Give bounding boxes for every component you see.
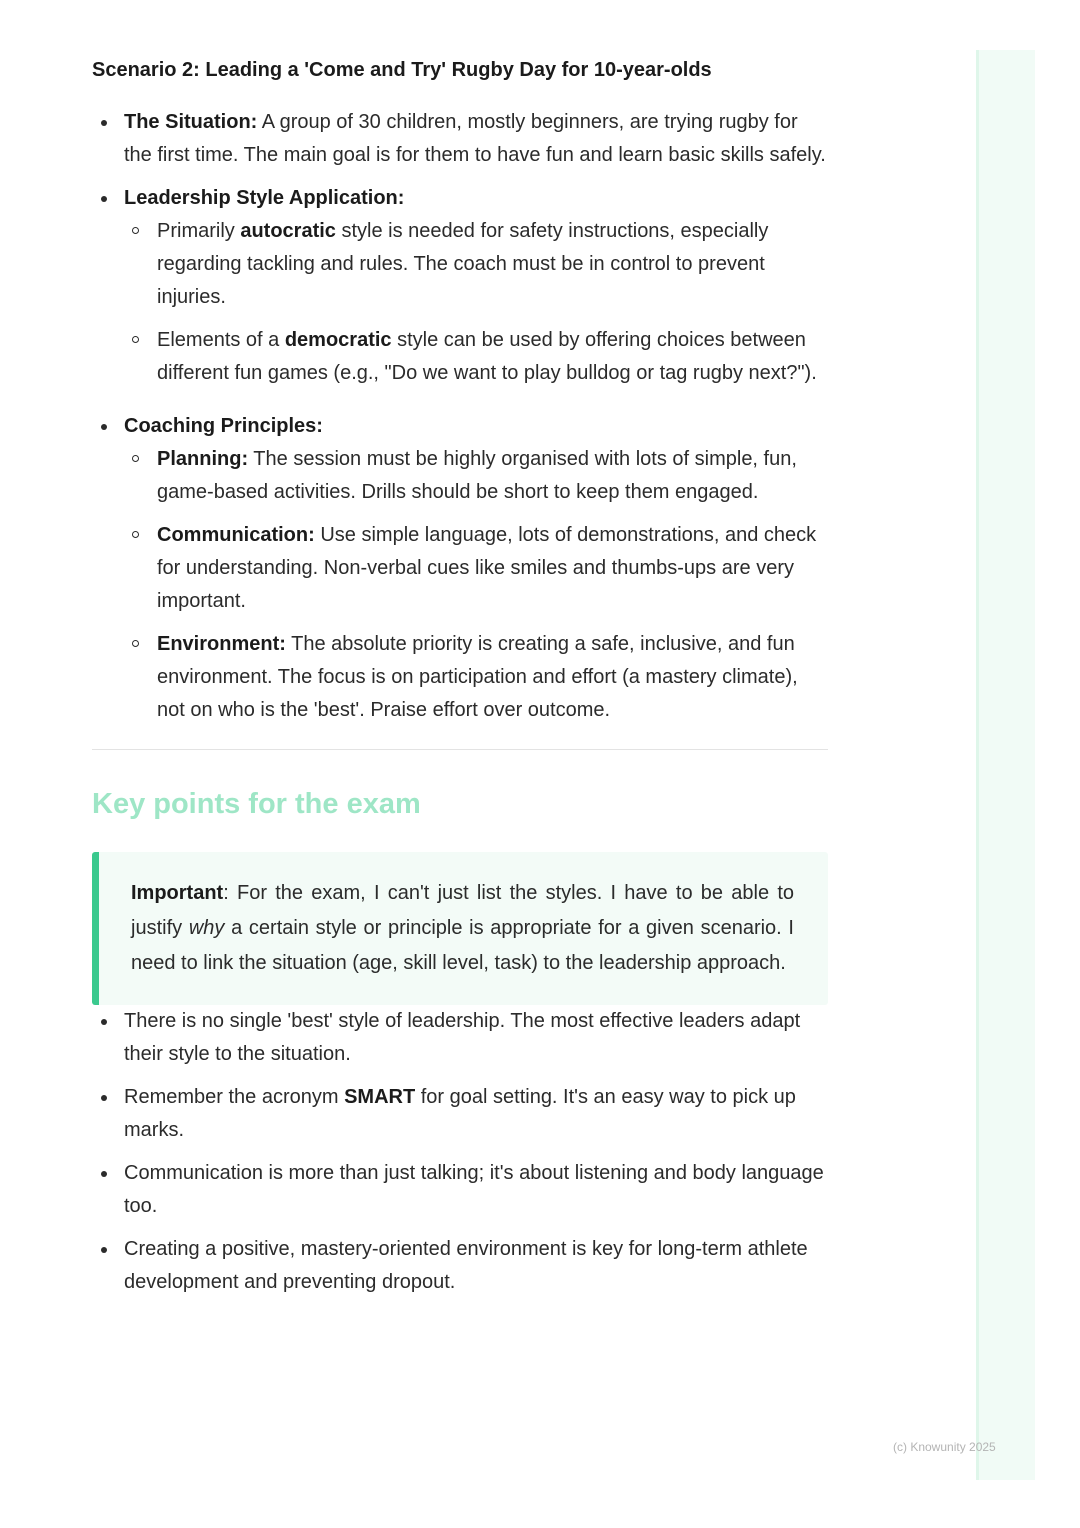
item-text: style is needed for safety instructions, especially regarding tackling and rules. The coach must be in control to prevent injuries. — [157, 220, 769, 308]
situation-text: A group of 30 children, mostly beginners, are trying rugby for the first time. The main goal is for them to have fun and learn basic skills safely. — [124, 111, 826, 166]
list-item — [92, 1157, 828, 1223]
item-text: The absolute priority is creating a safe, inclusive, and fun environment. The focus is on participation and effort (a mastery climate), not on who is the 'best'. Praise effort over outcome. — [157, 633, 798, 721]
callout-italic: why — [188, 917, 225, 939]
item-text: Use simple language, lots of demonstrations, and check for understanding. Non-verbal cues like smiles and thumbs-ups are very important. — [157, 524, 817, 612]
callout-text: a certain style or principle is appropriate for a given scenario. I need to link the situation (age, skill level, task) to the leadership approach. — [131, 917, 794, 974]
principle-environment — [124, 628, 828, 727]
leadership-item-democratic — [124, 324, 828, 390]
list-item-principles — [92, 410, 828, 727]
callout-text: : For the exam, I can't just list the styles. I have to be able to justify — [131, 882, 794, 939]
leadership-sublist — [124, 215, 828, 390]
item-text: Creating a positive, mastery-oriented environment is key for long-term athlete development and preventing dropout. — [124, 1238, 808, 1293]
copyright-watermark: (c) Knowunity 2025 — [893, 1440, 996, 1454]
item-bold: Planning: — [157, 448, 249, 470]
important-callout — [92, 852, 828, 1005]
section-divider — [92, 749, 828, 750]
item-text: Elements of a — [157, 329, 285, 351]
document-content — [92, 56, 828, 1309]
leadership-label: Leadership Style Application: — [124, 187, 405, 209]
item-text: Communication is more than just talking; it's about listening and body language too. — [124, 1162, 824, 1217]
scenario-title: Scenario 2: Leading a 'Come and Try' Rugby Day for 10-year-olds — [92, 59, 712, 81]
item-bold: SMART — [344, 1086, 416, 1108]
scenario-list — [92, 106, 828, 727]
list-item — [92, 1081, 828, 1147]
item-bold: democratic — [284, 329, 392, 351]
leadership-item-autocratic — [124, 215, 828, 314]
list-item — [92, 1233, 828, 1299]
item-text: There is no single 'best' style of leadership. The most effective leaders adapt their style to the situation. — [124, 1010, 801, 1065]
list-item — [92, 1005, 828, 1071]
item-text: for goal setting. It's an easy way to pick up marks. — [124, 1086, 796, 1141]
item-text: Remember the acronym — [124, 1086, 345, 1108]
key-points-list — [92, 1005, 828, 1299]
list-item-leadership — [92, 182, 828, 390]
principle-planning — [124, 443, 828, 509]
item-text: The session must be highly organised with lots of simple, fun, game-based activities. Drills should be short to keep them engaged. — [157, 448, 797, 503]
item-bold: autocratic — [240, 220, 336, 242]
list-item-situation — [92, 106, 828, 172]
principles-sublist — [124, 443, 828, 727]
item-bold: Communication: — [157, 524, 315, 546]
principle-communication — [124, 519, 828, 618]
key-points-heading: Key points for the exam — [92, 788, 421, 820]
page-side-strip — [976, 50, 1035, 1480]
item-text: Primarily — [157, 220, 241, 242]
item-text: style can be used by offering choices between different fun games (e.g., "Do we want to play bulldog or tag rugby next?"). — [157, 329, 817, 384]
callout-bold: Important — [131, 882, 224, 904]
situation-label: The Situation: — [124, 111, 258, 133]
item-bold: Environment: — [157, 633, 286, 655]
principles-label: Coaching Principles: — [124, 415, 323, 437]
